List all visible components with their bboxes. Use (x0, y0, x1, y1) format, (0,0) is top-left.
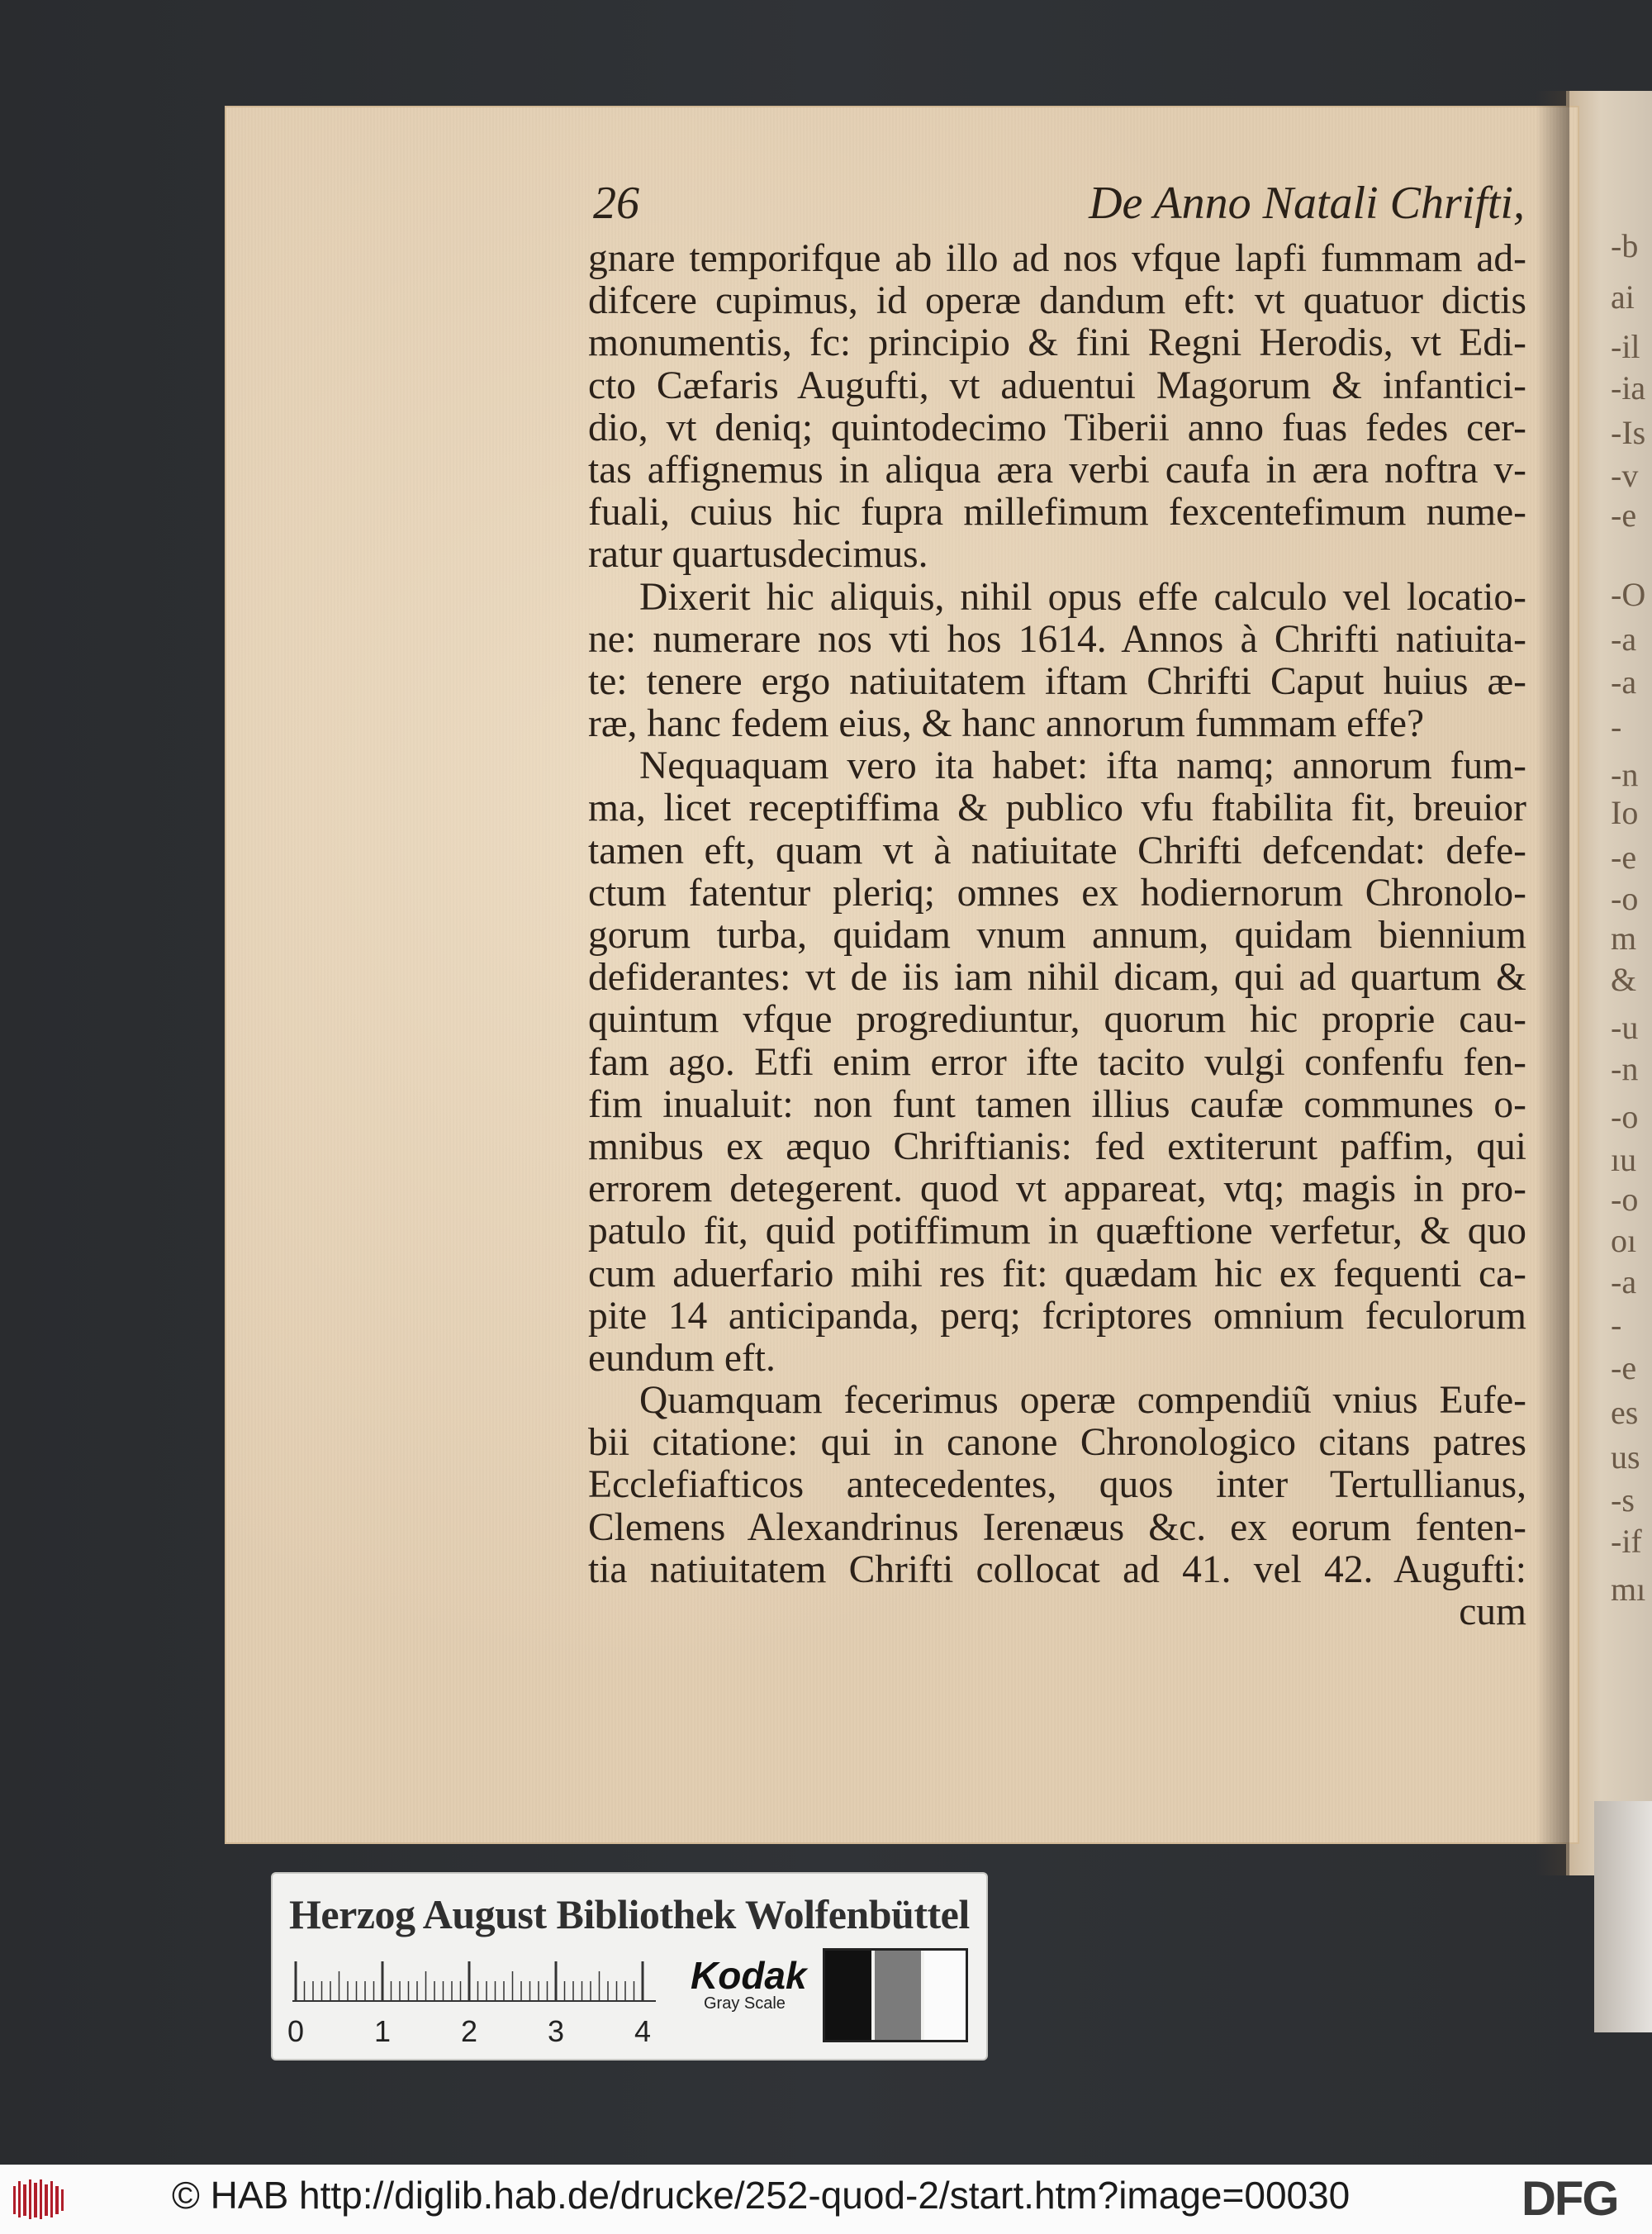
card-title: Herzog August Bibliothek Wolfenbüttel (289, 1891, 970, 1937)
text-line: Quamquam fecerimus operæ compendiũ vnius Eufe- (639, 1379, 1526, 1423)
bleed-fragment: -a (1611, 1266, 1637, 1299)
bleed-fragment: -e (1611, 1352, 1637, 1385)
text-line: tamen eft, quam vt à natiuitate Chrifti defcendat: defe- (588, 829, 1526, 872)
text-line: errorem detegerent. quod vt appareat, vtq; magis in pro- (588, 1167, 1526, 1211)
text-line: cto Cæfaris Augufti, vt aduentui Magorum & infantici- (588, 364, 1526, 407)
text-line: defiderantes: vt de iis iam nihil dicam, qui ad quartum & (588, 956, 1526, 1000)
kodak-logo: Kodak (691, 1954, 807, 1997)
text-line: te: tenere ergo natiuitatem iftam Chrifti Caput huius æ- (588, 659, 1526, 703)
bleed-fragment: - (1611, 1309, 1622, 1342)
text-line: tia natiuitatem Chrifti collocat ad 41. vel 42. Augufti: (588, 1547, 1526, 1591)
text-line: Nequaquam vero ita habet: ifta namq; annorum fum- (639, 744, 1526, 788)
bleed-fragment: mı (1611, 1573, 1646, 1606)
ruler-label: 1 (374, 2014, 392, 2048)
bleed-fragment: -e (1611, 499, 1637, 532)
dfg-logo: DFG (1521, 2172, 1618, 2226)
bleed-fragment: -n (1611, 1053, 1639, 1086)
bleed-fragment: - (1611, 711, 1622, 744)
ruler-label: 0 (287, 2014, 305, 2048)
bleed-fragment: & (1611, 963, 1637, 996)
ruler-label: 3 (548, 2014, 565, 2048)
bleed-fragment: -il (1611, 330, 1640, 364)
bleed-fragment: -b (1611, 230, 1639, 263)
text-line: eundum eft. (588, 1336, 776, 1380)
bleed-fragment: -o (1611, 1100, 1639, 1134)
text-line: Ecclefiafticos antecedentes, quos inter Tertullianus, (588, 1463, 1526, 1507)
text-line: mnibus ex æquo Chriftianis: fed extiterunt paffim, qui (588, 1124, 1526, 1168)
bleed-fragment: -if (1611, 1525, 1642, 1558)
kodak-subtitle: Gray Scale (704, 1994, 786, 2013)
bleed-fragment: m (1611, 922, 1637, 955)
text-line: cum aduerfario mihi res fit: quædam hic ex fequenti ca- (588, 1252, 1526, 1295)
running-title: De Anno Natali Chrifti, (1089, 178, 1525, 229)
bleed-fragment: Io (1611, 796, 1639, 829)
text-line: gorum turba, quidam vnum annum, quidam biennium (588, 914, 1526, 957)
bleed-fragment: -e (1611, 841, 1637, 874)
bleed-fragment: -u (1611, 1011, 1639, 1044)
text-line: quintum vfque progrediuntur, quorum hic proprie cau- (588, 998, 1526, 1042)
bleed-fragment: ai (1611, 281, 1635, 314)
bleed-fragment: -Is (1611, 416, 1646, 449)
footer-bar (0, 2165, 1652, 2234)
black-patch (825, 1951, 871, 2040)
bleed-fragment: -o (1611, 1183, 1639, 1216)
spine-shadow (1536, 91, 1569, 1875)
bleed-fragment: ıu (1611, 1143, 1637, 1176)
bleed-fragment: us (1611, 1441, 1640, 1474)
footer-copyright-url[interactable]: © HAB http://diglib.hab.de/drucke/252-quod-2/start.htm?image=00030 (172, 2174, 1351, 2217)
catchword: cum (1459, 1590, 1526, 1633)
gray-patch (875, 1951, 921, 2040)
text-line: patulo fit, quid potiffimum in quæftione verfetur, & quo (588, 1210, 1526, 1253)
bleed-fragment: -ia (1611, 372, 1646, 405)
text-line: tas affignemus in aliqua æra verbi caufa in æra noftra v- (588, 448, 1526, 492)
text-line: gnare temporifque ab illo ad nos vfque lapfi fummam ad- (588, 237, 1526, 280)
text-line: fam ago. Etfi enim error ifte tacito vulgi confenfu fen- (588, 1040, 1526, 1084)
text-line: pite 14 anticipanda, perq; fcriptores omnium feculorum (588, 1294, 1526, 1338)
text-line: fuali, cuius hic fupra millefimum fexcentefimum nume- (588, 491, 1526, 535)
text-line: ma, licet receptiffima & publico vfu ftabilita fit, breuior (588, 787, 1526, 830)
page-header (593, 177, 1525, 235)
text-line: Clemens Alexandrinus Ierenæus &c. ex eorum fenten- (588, 1505, 1526, 1549)
ruler-label: 4 (634, 2014, 652, 2048)
bleed-fragment: -s (1611, 1484, 1635, 1517)
text-line: ctum fatentur pleriq; omnes ex hodiernorum Chronolo- (588, 871, 1526, 915)
barcode-icon (12, 2178, 69, 2221)
body-text (588, 238, 1526, 1633)
text-line: monumentis, fc: principio & fini Regni Herodis, vt Edi- (588, 321, 1526, 365)
ruler-label: 2 (461, 2014, 478, 2048)
white-patch (924, 1951, 966, 2040)
facing-page-lower-edge (1594, 1801, 1652, 2032)
bleed-fragment: -a (1611, 666, 1637, 699)
text-line: bii citatione: qui in canone Chronologico citans patres (588, 1421, 1526, 1465)
text-line: dio, vt deniq; quintodecimo Tiberii anno fuas fedes cer- (588, 406, 1526, 449)
bleed-fragment: -O (1611, 578, 1646, 611)
page-number: 26 (593, 178, 639, 229)
color-calibration-card (273, 1874, 986, 2059)
text-line: Dixerit hic aliquis, nihil opus effe calculo vel locatio- (639, 575, 1526, 619)
bleed-fragment: -n (1611, 758, 1639, 791)
bleed-fragment: -o (1611, 882, 1639, 915)
bleed-fragment: -a (1611, 623, 1637, 656)
bleed-fragment: oı (1611, 1224, 1637, 1257)
text-line: ratur quartusdecimus. (588, 533, 928, 577)
text-line: fim inualuit: non funt tamen illius caufæ communes o- (588, 1082, 1526, 1126)
text-line: ræ, hanc fedem eius, & hanc annorum fummam effe? (588, 702, 1425, 746)
bleed-fragment: es (1611, 1396, 1639, 1429)
bleed-fragment: -v (1611, 459, 1639, 492)
text-line: difcere cupimus, id operæ dandum eft: vt quatuor dictis (588, 279, 1526, 323)
gray-scale-patches (823, 1948, 968, 2042)
text-line: ne: numerare nos vti hos 1614. Annos à Chrifti natiuita- (588, 617, 1526, 661)
